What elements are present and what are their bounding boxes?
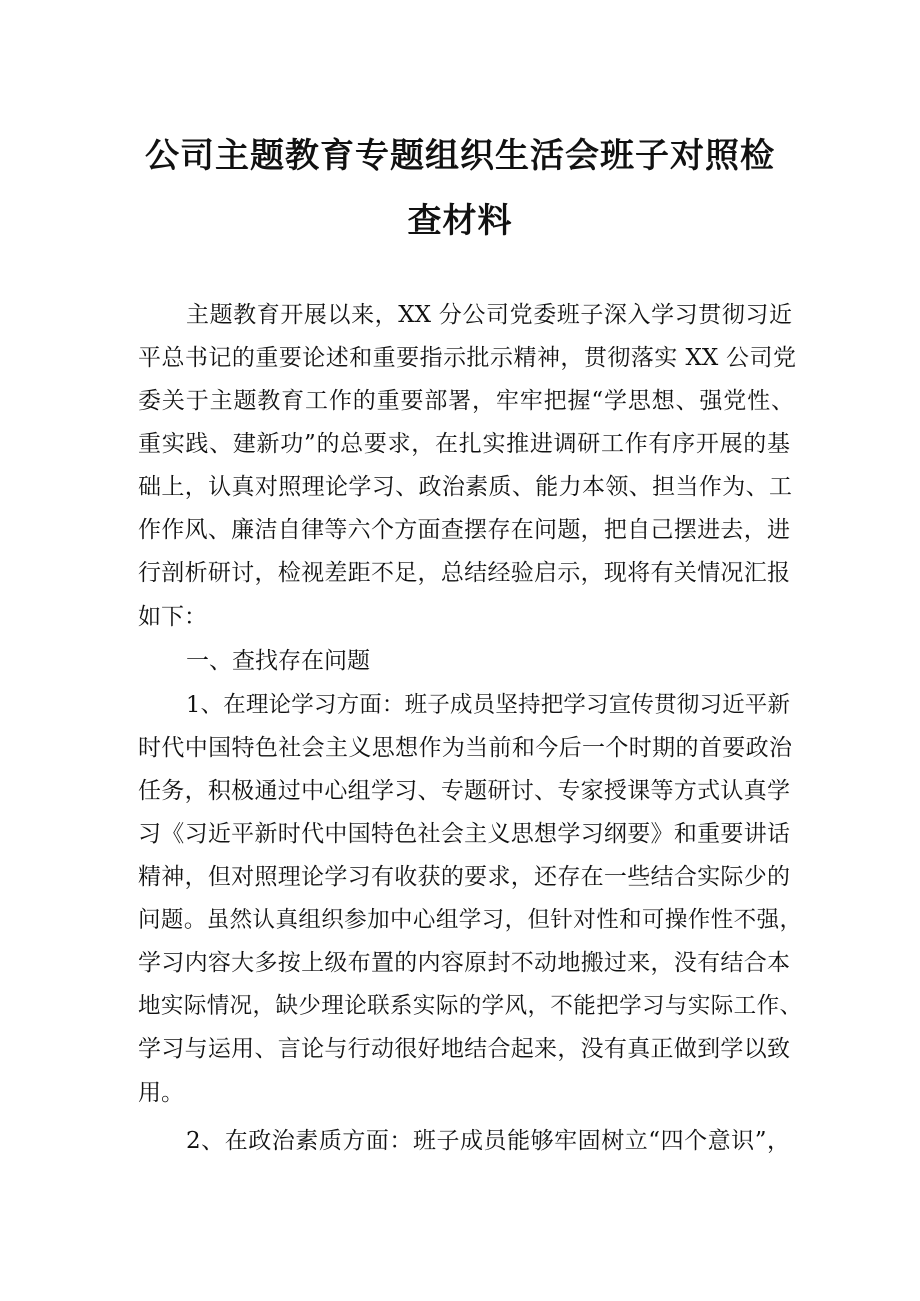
body-line: 主题教育开展以来，XX 分公司党委班子深入学习贯彻习近: [186, 302, 792, 328]
body-line: 精神，但对照理论学习有收获的要求，还存在一些结合实际少的: [138, 864, 790, 890]
body-line: 时代中国特色社会主义思想作为当前和今后一个时期的首要政治: [138, 735, 792, 761]
body-line: 作作风、廉洁自律等六个方面查摆存在问题，把自己摆进去，进: [138, 517, 790, 543]
body-line: 学习内容大多按上级布置的内容原封不动地搬过来，没有结合本: [138, 950, 790, 976]
document-title-line-1: 公司主题教育专题组织生活会班子对照检: [145, 136, 775, 176]
body-line: 用。: [138, 1080, 184, 1106]
body-line: 问题。虽然认真组织参加中心组学习，但针对性和可操作性不强，: [138, 907, 802, 933]
body-line: 1、在理论学习方面：班子成员坚持把学习宣传贯彻习近平新: [186, 692, 790, 718]
section-heading: 一、查找存在问题: [186, 648, 370, 674]
body-line: 平总书记的重要论述和重要指示批示精神，贯彻落实 XX 公司党: [138, 345, 796, 371]
body-line: 重实践、建新功”的总要求，在扎实推进调研工作有序开展的基: [138, 431, 790, 457]
body-line: 如下：: [138, 604, 207, 630]
document-title-line-2: 查材料: [407, 201, 513, 241]
body-line: 任务，积极通过中心组学习、专题研讨、专家授课等方式认真学: [138, 778, 790, 804]
body-line: 习《习近平新时代中国特色社会主义思想学习纲要》和重要讲话: [138, 821, 790, 847]
body-line: 学习与运用、言论与行动很好地结合起来，没有真正做到学以致: [138, 1036, 790, 1062]
body-line: 2、在政治素质方面：班子成员能够牢固树立“四个意识”，: [186, 1128, 790, 1154]
body-line: 地实际情况，缺少理论联系实际的学风，不能把学习与实际工作、: [138, 993, 802, 1019]
body-line: 行剖析研讨，检视差距不足，总结经验启示，现将有关情况汇报: [138, 560, 790, 586]
body-line: 础上，认真对照理论学习、政治素质、能力本领、担当作为、工: [138, 474, 792, 500]
body-line: 委关于主题教育工作的重要部署，牢牢把握“学思想、强党性、: [138, 388, 794, 414]
